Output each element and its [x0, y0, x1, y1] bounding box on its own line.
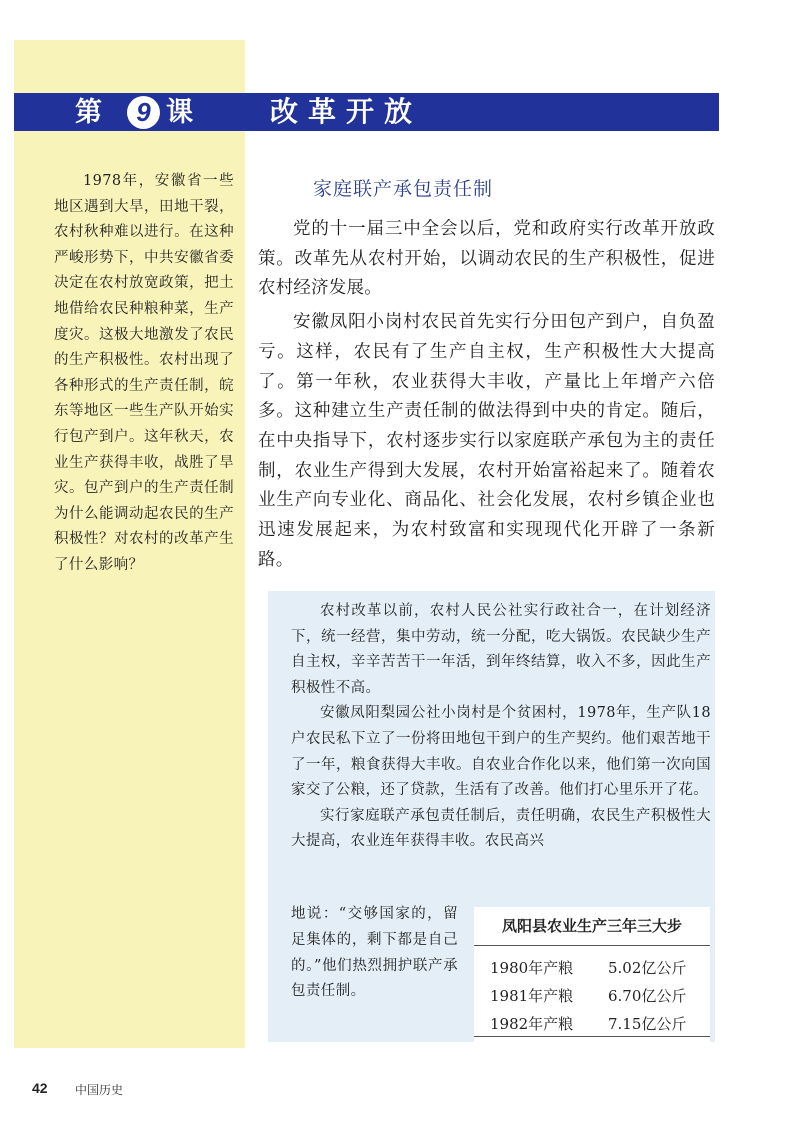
table-divider — [474, 945, 710, 946]
table-title: 凤阳县农业生产三年三大步 — [501, 918, 682, 935]
material-paragraph: 实行家庭联产承包责任制后，责任明确，农民生产积极性大大提高，农业连年获得丰收。农民高兴 — [291, 807, 711, 850]
table-amount: 5.02亿公斤 — [608, 959, 687, 977]
lesson-header — [14, 93, 719, 131]
lesson-suffix: 课 — [166, 97, 193, 127]
grain-output-table — [474, 907, 710, 1042]
body-paragraph: 党的十一届三中全会以后，党和政府实行改革开放政策。改革先从农村开始，以调动农民的生产积极性，促进农村经济发展。 — [258, 219, 715, 299]
material-paragraph: 安徽凤阳梨园公社小岗村是个贫困村，1978年，生产队18户农民私下立了一份将田地包干到户的生产契约。他们艰苦地干了一年，粮食获得大丰收。自农业合作化以来，他们第一次向国家交了公粮，还了贷款，生活有了改善。他们打心里乐开了花。 — [291, 705, 711, 799]
main-body — [258, 215, 715, 579]
material-continuation: 地说：“交够国家的，留足集体的，剩下都是自己的。”他们热烈拥护联产承包责任制。 — [291, 906, 458, 1000]
body-paragraph: 安徽凤阳小岗村农民首先实行分田包产到户，自负盈亏。这样，农民有了生产自主权，生产积极性大大提高了。第一年秋，农业获得大丰收，产量比上年增产六倍多。这种建立生产责任制的做法得到中央的肯定。随后，在中央指导下，农村逐步实行以家庭联产承包为主的责任制，农业生产得到大发展，农村开始富裕起来了。随着农业生产向专业化、商品化、社会化发展，农村乡镇企业也迅速发展起来，为农村致富和实现现代化开辟了一条新路。 — [258, 312, 715, 570]
material-paragraph: 农村改革以前，农村人民公社实行政社合一，在计划经济下，统一经营，集中劳动，统一分配，吃大锅饭。农民缺少生产自主权，辛辛苦苦干一年活，到年终结算，收入不多，因此生产积极性不高。 — [291, 603, 711, 696]
lesson-title: 改革开放 — [270, 96, 423, 127]
section-title: 家庭联产承包责任制 — [313, 179, 494, 200]
table-amount: 6.70亿公斤 — [608, 987, 687, 1005]
table-year: 1981年产粮 — [490, 987, 574, 1005]
lesson-number-badge: 9 — [127, 96, 160, 129]
table-year: 1980年产粮 — [490, 959, 574, 977]
table-amount: 7.15亿公斤 — [608, 1015, 687, 1033]
book-name: 中国历史 — [75, 1083, 124, 1097]
reading-material-text — [291, 599, 711, 855]
sidebar-note-text: 1978年，安徽省一些地区遇到大旱，田地干裂，农村秋种难以进行。在这种严峻形势下，中共安徽省委决定在农村放宽政策，把土地借给农民种粮种菜，生产度灾。这极大地激发了农民的生产积极性。农村出现了各种形式的生产责任制，皖东等地区一些生产队开始实行包产到户。这年秋天，农业生产获得丰收，战胜了旱灾。包产到户的生产责任制为什么能调动起农民的生产积极性？对农村的改革产生了什么影响？ — [54, 173, 234, 573]
table-year: 1982年产粮 — [490, 1015, 574, 1033]
sidebar-note — [54, 169, 234, 579]
lesson-prefix: 第 — [75, 97, 103, 127]
table-divider — [474, 1036, 710, 1037]
page-number: 42 — [32, 1080, 48, 1096]
